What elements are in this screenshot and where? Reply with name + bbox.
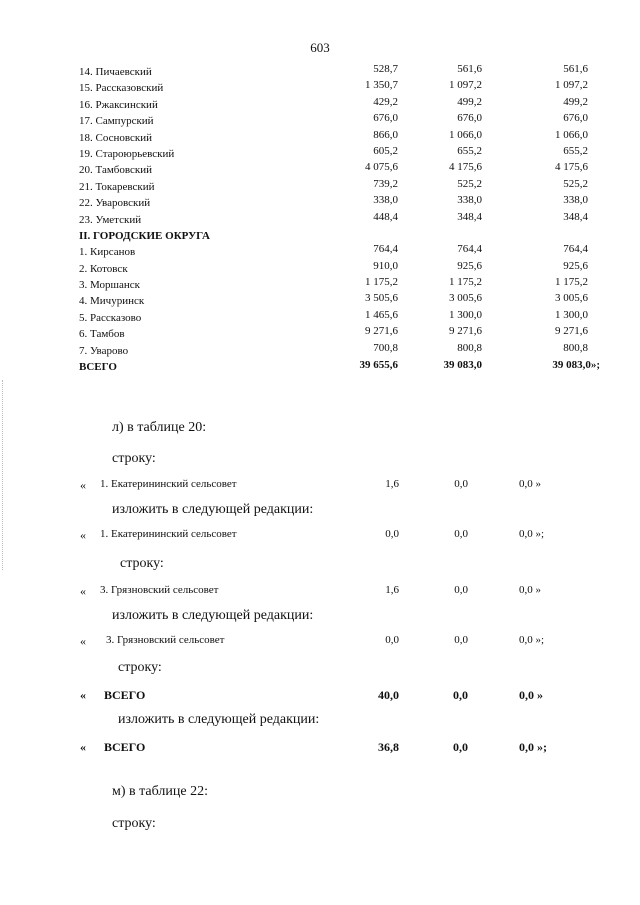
value-col-2: 1 097,2: [449, 79, 482, 92]
row-name: 18. Сосновский: [79, 131, 153, 144]
table22-heading: м) в таблице 22:: [112, 784, 208, 799]
value-1: 1,6: [385, 584, 399, 596]
value-col-3: 1 300,0: [555, 308, 588, 321]
table-row: [0, 308, 640, 328]
value-1: 36,8: [378, 740, 399, 754]
value-2: 0,0: [453, 740, 468, 754]
row-name: 5. Рассказово: [79, 311, 142, 324]
value-col-1: 676,0: [373, 112, 398, 125]
open-quote: «: [80, 740, 86, 754]
row-name: 3. Грязновский сельсовет: [106, 634, 225, 646]
value-col-1: 338,0: [373, 194, 398, 207]
value-col-2: 676,0: [457, 112, 482, 125]
replace-label: изложить в следующей редакции:: [118, 712, 320, 727]
open-quote: «: [80, 688, 86, 702]
table-row: [0, 276, 640, 295]
value-col-1: 910,0: [373, 259, 398, 272]
table-row: [0, 177, 640, 197]
open-quote: «: [80, 584, 86, 598]
allocation-table: [0, 63, 640, 379]
table-row: [0, 243, 640, 262]
row-name: ВСЕГО: [104, 740, 146, 754]
value-2: 0,0: [453, 688, 468, 702]
value-col-1: 528,7: [373, 63, 398, 75]
value-col-2: 1 175,2: [449, 276, 482, 289]
row-name: ВСЕГО: [79, 361, 117, 374]
row-name: 23. Уметский: [79, 213, 142, 226]
value-col-2: 800,8: [457, 341, 482, 354]
value-1: 0,0: [385, 528, 399, 540]
value-col-1: 739,2: [373, 177, 398, 190]
amend-row-total-new: [0, 740, 640, 756]
value-col-1: 866,0: [373, 128, 398, 141]
replace-label: изложить в следующей редакции:: [112, 608, 314, 623]
value-col-1: 448,4: [373, 210, 398, 223]
value-col-3: 676,0: [563, 112, 588, 125]
table-row: [0, 341, 640, 361]
value-col-3: 4 175,6: [555, 161, 588, 174]
value-col-3: 3 005,6: [555, 292, 588, 305]
row-name: 2. Котовск: [79, 262, 128, 275]
value-col-3: 39 083,0»;: [552, 359, 600, 372]
value-col-1: 700,8: [373, 341, 398, 354]
row-name: 14. Пичаевский: [79, 66, 152, 78]
line-label: строку:: [112, 451, 156, 466]
value-col-2: 4 175,6: [449, 161, 482, 174]
table-row: [0, 292, 640, 311]
value-col-2: 9 271,6: [449, 325, 482, 338]
open-quote: «: [80, 634, 86, 648]
row-name: 16. Ржаксинский: [79, 98, 158, 111]
value-col-3: 561,6: [563, 63, 588, 75]
amend-row-gryaznovsky-old: [0, 584, 640, 600]
value-col-2: 561,6: [457, 63, 482, 75]
value-col-3: 655,2: [563, 144, 588, 157]
row-name: 22. Уваровский: [79, 197, 151, 210]
table-row: [0, 79, 640, 98]
value-col-2: 348,4: [457, 210, 482, 223]
value-col-3: 499,2: [563, 95, 588, 108]
line-label: строку:: [112, 816, 156, 831]
table-section-row: [0, 230, 640, 246]
value-3: 0,0 »;: [519, 740, 547, 754]
row-name: 15. Рассказовский: [79, 82, 164, 95]
table-total-row: [0, 361, 640, 379]
table-row: [0, 259, 640, 279]
row-name: ВСЕГО: [104, 688, 146, 702]
table-row: [0, 128, 640, 148]
value-col-3: 1 097,2: [555, 79, 588, 92]
table-row: [0, 210, 640, 230]
value-3: 0,0 »: [519, 688, 543, 702]
value-3: 0,0 »: [519, 478, 541, 490]
value-col-2: 499,2: [457, 95, 482, 108]
row-name: 1. Екатерининский сельсовет: [100, 478, 237, 490]
row-name: 21. Токаревский: [79, 180, 155, 193]
amend-row-ekaterininsky-new: [0, 528, 640, 544]
value-col-2: 1 300,0: [449, 308, 482, 321]
value-col-3: 1 066,0: [555, 128, 588, 141]
value-col-2: 525,2: [457, 177, 482, 190]
row-name: 7. Уварово: [79, 344, 129, 357]
row-name: 17. Сампурский: [79, 115, 154, 128]
table-row: [0, 63, 640, 82]
value-1: 0,0: [385, 634, 399, 646]
value-col-1: 9 271,6: [365, 325, 398, 338]
open-quote: «: [80, 478, 86, 492]
value-col-2: 3 005,6: [449, 292, 482, 305]
value-col-1: 764,4: [373, 243, 398, 256]
value-col-3: 925,6: [563, 259, 588, 272]
value-col-2: 655,2: [457, 144, 482, 157]
value-col-3: 764,4: [563, 243, 588, 256]
row-name: 19. Староюрьевский: [79, 147, 175, 160]
value-3: 0,0 »: [519, 584, 541, 596]
amend-row-ekaterininsky-old: [0, 478, 640, 494]
table-row: [0, 194, 640, 213]
value-col-3: 800,8: [563, 341, 588, 354]
value-2: 0,0: [454, 528, 468, 540]
amend-row-gryaznovsky-new: [0, 634, 640, 650]
row-name: 1. Кирсанов: [79, 246, 136, 259]
table-row: [0, 161, 640, 180]
table-row: [0, 325, 640, 344]
row-name: 3. Грязновский сельсовет: [100, 584, 219, 596]
open-quote: «: [80, 528, 86, 542]
value-col-2: 1 066,0: [449, 128, 482, 141]
value-col-1: 3 505,6: [365, 292, 398, 305]
line-label: строку:: [118, 660, 162, 675]
value-col-1: 429,2: [373, 95, 398, 108]
page-number: 603: [310, 40, 330, 55]
value-col-2: 764,4: [457, 243, 482, 256]
table-row: [0, 112, 640, 131]
value-col-3: 1 175,2: [555, 276, 588, 289]
replace-label: изложить в следующей редакции:: [112, 502, 314, 517]
value-1: 1,6: [385, 478, 399, 490]
table20-heading: л) в таблице 20:: [112, 420, 207, 435]
value-2: 0,0: [454, 634, 468, 646]
row-name: 3. Моршанск: [79, 279, 140, 292]
value-col-1: 1 350,7: [365, 79, 398, 92]
row-name: 1. Екатерининский сельсовет: [100, 528, 237, 540]
value-col-3: 348,4: [563, 210, 588, 223]
value-2: 0,0: [454, 584, 468, 596]
value-1: 40,0: [378, 688, 399, 702]
amend-row-total-old: [0, 688, 640, 704]
value-col-1: 4 075,6: [365, 161, 398, 174]
value-3: 0,0 »;: [519, 634, 545, 646]
value-col-1: 1 465,6: [365, 308, 398, 321]
row-name: 20. Тамбовский: [79, 164, 153, 177]
value-col-1: 1 175,2: [365, 276, 398, 289]
value-col-3: 525,2: [563, 177, 588, 190]
value-col-2: 39 083,0: [443, 359, 482, 372]
value-col-1: 605,2: [373, 144, 398, 157]
row-name: II. ГОРОДСКИЕ ОКРУГА: [79, 229, 210, 242]
table-row: [0, 144, 640, 164]
value-col-1: 39 655,6: [359, 359, 398, 372]
table-row: [0, 95, 640, 115]
value-2: 0,0: [454, 478, 468, 490]
value-col-3: 338,0: [563, 194, 588, 207]
value-3: 0,0 »;: [519, 528, 545, 540]
row-name: 6. Тамбов: [79, 328, 125, 341]
value-col-2: 338,0: [457, 194, 482, 207]
line-label: строку:: [120, 556, 164, 571]
value-col-2: 925,6: [457, 259, 482, 272]
value-col-3: 9 271,6: [555, 325, 588, 338]
row-name: 4. Мичуринск: [79, 295, 145, 308]
